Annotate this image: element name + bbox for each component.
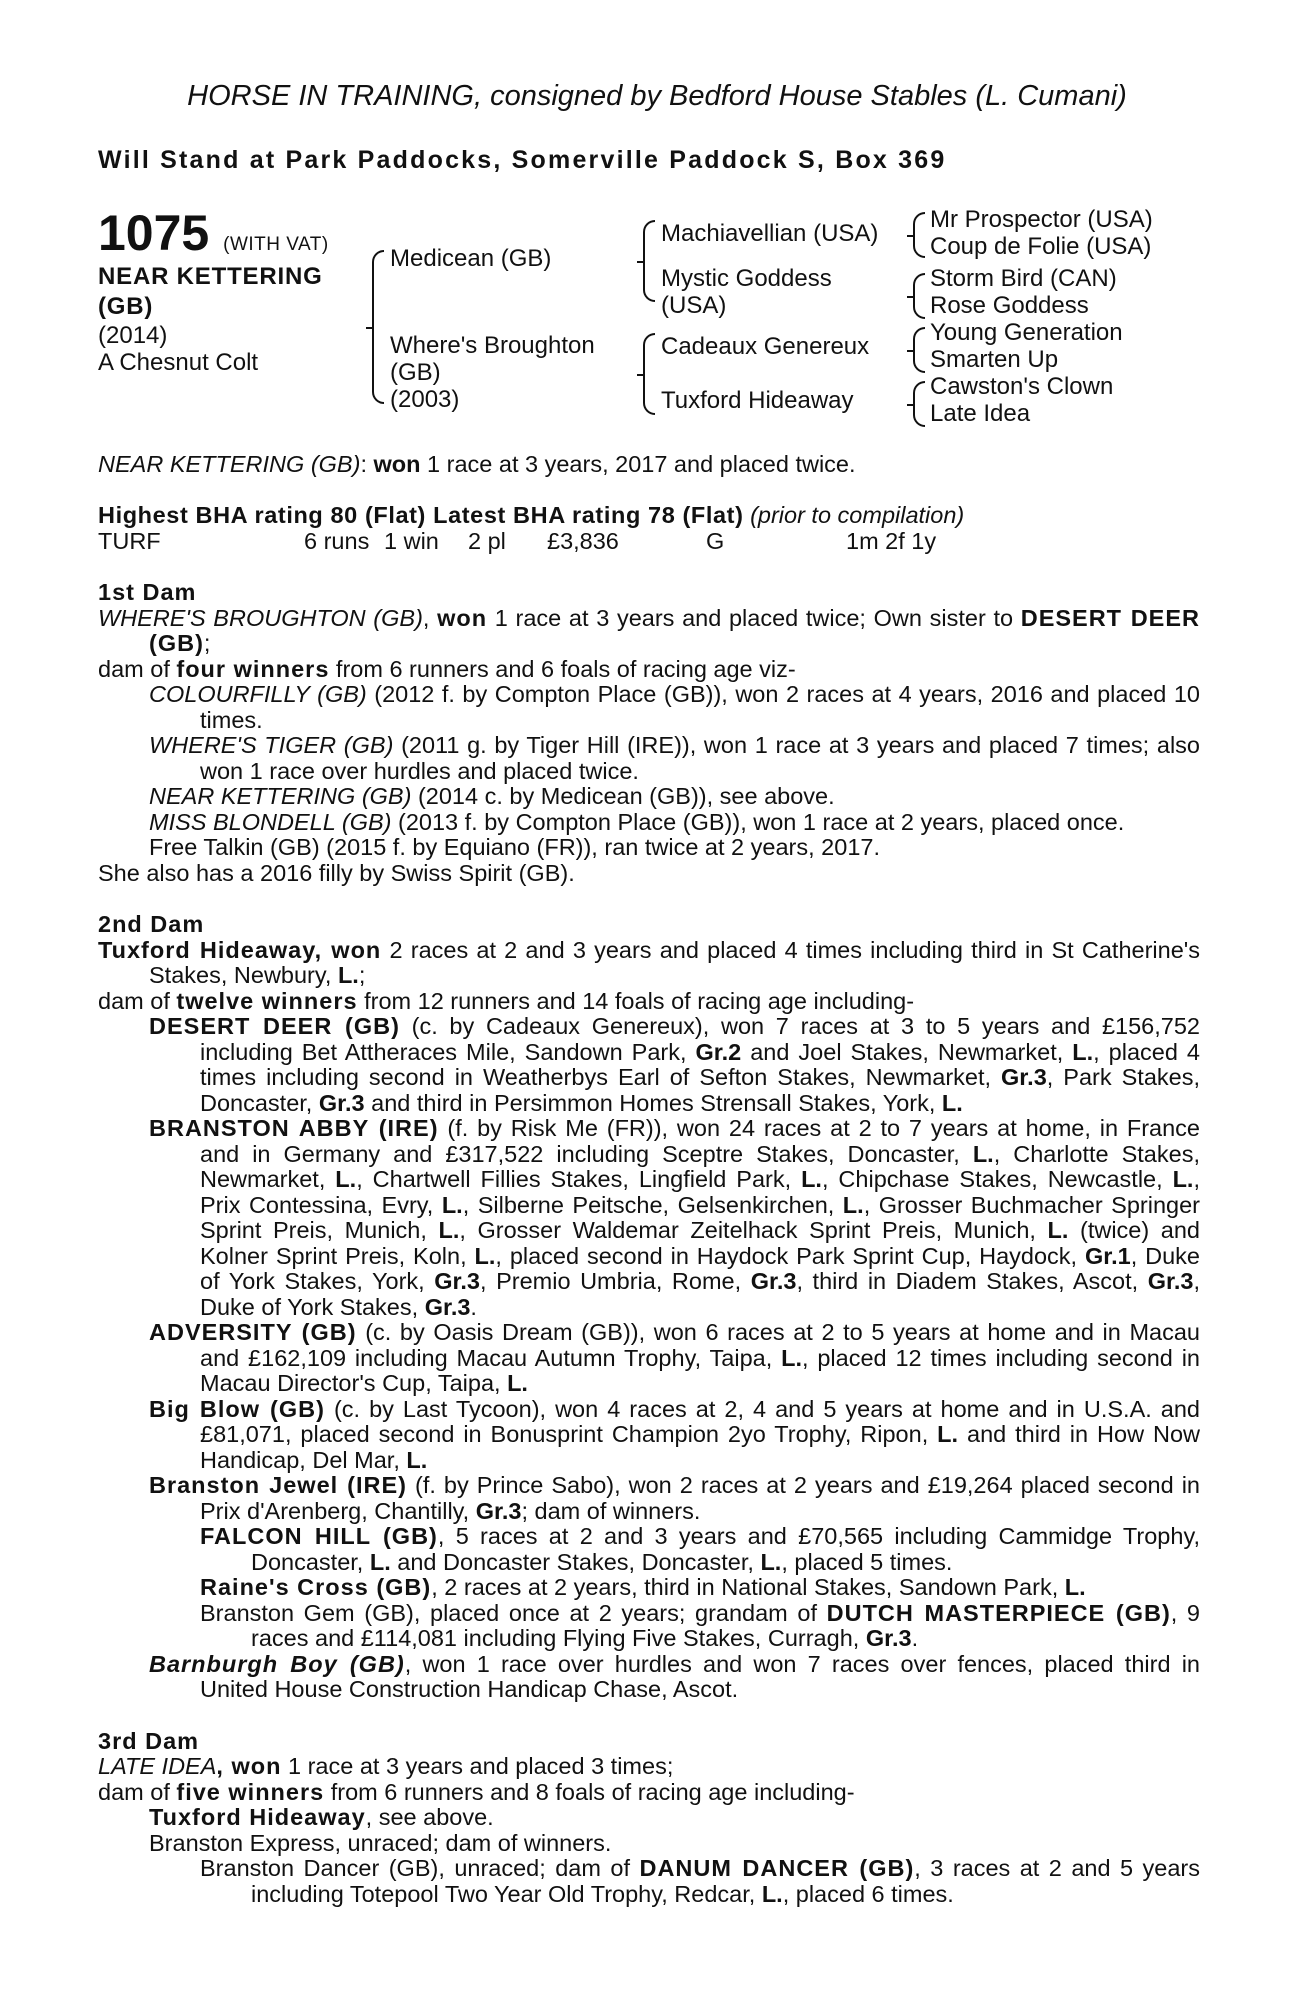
listed-mark: L. (335, 1166, 357, 1192)
produce-text: , won 1 race over hurdles and won 7 races over fences, placed third in United House Construction Handicap Chase, Ascot. (200, 1650, 1200, 1702)
pedigree-brace-g4 (913, 381, 925, 427)
ancestor-g8: Late Idea (930, 400, 1031, 427)
summary-won: won (373, 451, 421, 477)
listed-mark: L. (337, 962, 359, 988)
listed-mark: L. (760, 1548, 782, 1575)
dam2-text: 2 races at 2 and 3 years and placed 4 times including third in St Catherine's Stakes, Newbury, (149, 936, 1201, 988)
dam-line1: Where's Broughton (390, 332, 595, 359)
produce-name: ADVERSITY (GB) (149, 1319, 357, 1345)
produce-text: , Chipchase Stakes, Newcastle, (821, 1166, 1173, 1192)
dam1-text: 1 race at 3 years and placed twice; Own sister to (487, 604, 1021, 631)
produce-text: , 5 races at 2 and 3 years and £70,565 including Cammidge Trophy, Doncaster, (251, 1523, 1200, 1575)
group-mark: Gr.3 (1001, 1064, 1047, 1090)
produce-text: , Prix Contessina, Evry, (200, 1166, 1200, 1218)
produce-text: , see above. (365, 1804, 494, 1830)
produce-name: FALCON HILL (GB) (200, 1523, 438, 1549)
produce-text: , placed 6 times. (782, 1880, 954, 1907)
dam2-winners: twelve winners (176, 987, 358, 1014)
group-mark: Gr.1 (1084, 1242, 1131, 1269)
grandproduce-falcon-hill (98, 1524, 1200, 1575)
dam3-entry (98, 1754, 1200, 1780)
produce-text: (twice) and Kolner Sprint Preis, Koln, (200, 1217, 1200, 1269)
dam2-produce-branston-abby (98, 1116, 1200, 1320)
produce-text: , 3 races at 2 and 5 years including Totepool Two Year Old Trophy, Redcar, (251, 1855, 1200, 1907)
produce-text: (c. by Oasis Dream (GB)), won 6 races at 2 to 5 years at home and in Macau and £162,109 including Macau Autumn Trophy, Taipa, (200, 1319, 1200, 1371)
group-mark: Gr.3 (750, 1268, 797, 1294)
group-mark: Gr.3 (434, 1268, 480, 1294)
produce-text: (f. by Risk Me (FR)), won 24 races at 2 to 7 years at home, in France and in Germany and £317,522 including Sceptre Stakes, Doncaster, (200, 1115, 1200, 1167)
listed-mark: L. (507, 1370, 528, 1396)
horse-name (98, 262, 323, 322)
pedigree-brace-g2 (913, 273, 925, 319)
produce-text: and third in How Now Handicap, Del Mar, (200, 1421, 1200, 1473)
pedigree-brace-g1 (913, 212, 925, 258)
horse-name-line2: (GB) (98, 293, 154, 320)
dam-line3: (2003) (390, 386, 460, 413)
produce-text: , Duke of York Stakes, York, (200, 1242, 1200, 1294)
dam1-sister: DESERT DEER (GB) (149, 604, 1201, 656)
produce-text: , Silberne Peitsche, Gelsenkirchen, (462, 1191, 843, 1218)
dam2-damof: dam of (98, 987, 177, 1014)
produce-text: , 2 races at 2 years, third in National Stakes, Sandown Park, (431, 1574, 1065, 1600)
horse-name-line1: NEAR KETTERING (98, 263, 323, 290)
produce-text: . (911, 1625, 919, 1651)
listed-mark: L. (1047, 1217, 1069, 1243)
consignor-heading: HORSE IN TRAINING, consigned by Bedford House Stables (L. Cumani) (187, 80, 1127, 112)
dam2-name: Tuxford Hideaway (98, 936, 315, 963)
produce-name: DUTCH MASTERPIECE (GB) (826, 1599, 1171, 1626)
dam2-produce-branston-jewel (98, 1473, 1200, 1524)
record-surface: TURF (98, 528, 161, 554)
grandproduce-raines-cross (98, 1575, 1200, 1601)
dam1-produce-summary (98, 657, 1200, 683)
ancestor-g7: Cawston's Clown (930, 373, 1114, 400)
dam2-produce-big-blow (98, 1397, 1200, 1474)
dam3-damof: dam of (98, 1778, 177, 1805)
dam3-winners: five winners (176, 1778, 325, 1805)
sire-dam-line1: Mystic Goddess (661, 265, 832, 292)
group-mark: Gr.3 (424, 1293, 471, 1320)
produce-text: , Premio Umbria, Rome, (479, 1268, 751, 1294)
dam1-also: She also has a 2016 filly by Swiss Spirit (GB). (98, 859, 575, 886)
listed-mark: L. (369, 1548, 391, 1575)
produce-name: Big Blow (GB) (149, 1395, 325, 1422)
horse-description: A Chesnut Colt (98, 349, 259, 376)
listed-mark: L. (842, 1191, 864, 1218)
produce-text: . (470, 1293, 477, 1320)
produce-name: Barnburgh Boy (GB) (149, 1650, 405, 1677)
produce-text: , Duke of York Stakes, (200, 1268, 1200, 1320)
dam1-won: won (437, 604, 488, 631)
dam2-damof-rest: from 12 runners and 14 foals of racing age including- (357, 987, 915, 1014)
dam1-produce-4 (98, 810, 1200, 836)
produce-text: and Doncaster Stakes, Doncaster, (390, 1548, 761, 1575)
dam3-name: LATE IDEA (98, 1753, 217, 1779)
produce-text: (2012 f. by Compton Place (GB)), won 2 races at 4 years, 2016 and placed 10 times. (200, 681, 1200, 733)
sire: Medicean (GB) (390, 245, 552, 272)
grandsire-2 (930, 265, 1117, 319)
produce-name: WHERE'S TIGER (GB) (149, 732, 394, 758)
ratings (98, 503, 1200, 529)
dam1-entry: WHERE'S BROUGHTON (GB), won 1 race at 3 years and placed twice; Own sister to DESERT DEER (GB); (98, 604, 1201, 656)
produce-name: Branston Jewel (IRE) (149, 1472, 408, 1498)
produce-text: and third in Persimmon Homes Strensall Stakes, York, (364, 1089, 942, 1116)
record-going: G (706, 528, 725, 554)
dam (390, 332, 595, 413)
produce-text: , Grosser Buchmacher Springer Sprint Preis, Munich, (200, 1191, 1200, 1243)
listed-mark: L. (761, 1880, 783, 1907)
produce-text: ; dam of winners. (521, 1497, 701, 1524)
ancestor-g6: Smarten Up (930, 346, 1059, 373)
produce-text: (2011 g. by Tiger Hill (IRE)), won 1 race at 3 years and placed 7 times; also won 1 race over hurdles and placed twice. (200, 732, 1200, 784)
foaling-year: (2014) (98, 322, 168, 349)
produce-text: , placed 5 times. (781, 1548, 953, 1575)
produce-text: (2013 f. by Compton Place (GB)), won 1 race at 2 years, placed once. (391, 808, 1125, 835)
ancestor-g1: Mr Prospector (USA) (930, 206, 1153, 233)
produce-text: , placed second in Haydock Park Sprint Cup, Haydock, (495, 1242, 1085, 1269)
produce-name: COLOURFILLY (GB) (149, 681, 367, 707)
grandproduce-branston-gem (98, 1601, 1200, 1652)
produce-text: , Park Stakes, Doncaster, (200, 1064, 1200, 1116)
lot-number: 1075 (98, 205, 210, 261)
listed-mark: L. (937, 1421, 959, 1447)
dam3-won: , won (216, 1753, 282, 1779)
listed-mark: L. (1072, 1038, 1094, 1065)
dam2-semi: ; (358, 962, 366, 988)
dam2-produce-adversity (98, 1320, 1200, 1397)
lot-number-block (98, 204, 329, 262)
group-mark: Gr.2 (695, 1038, 742, 1065)
sire-dam-line2: (USA) (661, 292, 727, 319)
dam1-produce-1 (98, 682, 1200, 733)
pedigree-brace-dam (643, 333, 655, 415)
produce-text: , Charlotte Stakes, Newmarket, (200, 1140, 1200, 1192)
record-wins: 1 win (384, 528, 439, 554)
dam-sire: Cadeaux Genereux (661, 333, 870, 360)
group-mark: Gr.3 (318, 1089, 365, 1116)
listed-mark: L. (1064, 1574, 1086, 1600)
produce-text: , 9 races and £114,081 including Flying Five Stakes, Curragh, (251, 1599, 1200, 1651)
section-heading-1st-dam: 1st Dam (98, 579, 197, 605)
dam3-text: 1 race at 3 years and placed 3 times; (281, 1753, 674, 1779)
race-summary (98, 452, 1200, 478)
produce-name: DESERT DEER (GB) (149, 1013, 400, 1039)
listed-mark: L. (441, 1191, 463, 1218)
produce-text: (c. by Cadeaux Genereux), won 7 races at 3 to 5 years and £156,752 including Bet Attheraces Mile, Sandown Park, (200, 1013, 1200, 1065)
produce-name: DANUM DANCER (GB) (639, 1855, 915, 1881)
dam3-damof-rest: from 6 runners and 8 foals of racing age including- (324, 1778, 855, 1805)
dam-line2: (GB) (390, 359, 441, 386)
produce-text: , Chartwell Fillies Stakes, Lingfield Park, (356, 1166, 802, 1192)
dam-dam: Tuxford Hideaway (661, 387, 854, 414)
grandsire-1 (930, 206, 1153, 260)
listed-mark: L. (474, 1242, 496, 1269)
rating-note: (prior to compilation) (750, 502, 965, 528)
listed-mark: L. (801, 1166, 822, 1192)
produce-text: (c. by Last Tycoon), won 4 races at 2, 4 and 5 years at home and in U.S.A. and £81,071, placed second in Bonusprint Champion 2yo Trophy, Ripon, (200, 1395, 1200, 1447)
record-runs: 6 runs (304, 528, 370, 554)
ancestor-g3: Storm Bird (CAN) (930, 265, 1117, 292)
catalogue-body (98, 580, 1200, 1907)
dam3-produce-summary (98, 1780, 1200, 1806)
dam2-won: , won (314, 936, 382, 963)
listed-mark: L. (438, 1217, 460, 1243)
produce-text: and Joel Stakes, Newmarket, (741, 1038, 1073, 1065)
produce-name: Tuxford Hideaway (149, 1804, 366, 1830)
vat-note: (WITH VAT) (223, 234, 329, 255)
grandsire-3 (930, 319, 1123, 373)
dam2-produce-barnburgh-boy (98, 1652, 1200, 1703)
produce-text: (2014 c. by Medicean (GB)), see above. (411, 783, 835, 809)
sire-sire: Machiavellian (USA) (661, 220, 879, 247)
dam1-produce-2 (98, 733, 1200, 784)
dam1-name: WHERE'S BROUGHTON (GB) (98, 604, 423, 631)
pedigree-brace-main (372, 250, 384, 404)
group-mark: Gr.3 (1147, 1268, 1194, 1294)
stand-location: Will Stand at Park Paddocks, Somerville Paddock S, Box 369 (98, 146, 947, 174)
group-mark: Gr.3 (475, 1497, 522, 1524)
dam2-entry (98, 938, 1200, 989)
record-distance: 1m 2f 1y (846, 528, 937, 554)
produce-name: BRANSTON ABBY (IRE) (149, 1115, 439, 1141)
produce-name: NEAR KETTERING (GB) (149, 783, 412, 809)
rating-values: Highest BHA rating 80 (Flat) Latest BHA rating 78 (Flat) (98, 502, 744, 528)
listed-mark: L. (972, 1140, 994, 1167)
listed-mark: L. (781, 1344, 802, 1371)
dam1-damof-rest: from 6 runners and 6 foals of racing age viz- (329, 655, 796, 682)
dam3-produce-branston-express: Branston Express, unraced; dam of winners. (149, 1829, 612, 1856)
produce-text: Branston Dancer (GB), unraced; dam of (200, 1855, 640, 1881)
produce-text: , placed 4 times including second in Weatherbys Earl of Sefton Stakes, Newmarket, (200, 1038, 1200, 1090)
summary-rest: 1 race at 3 years, 2017 and placed twice. (420, 451, 856, 477)
record-placed: 2 pl (468, 528, 506, 554)
produce-text: , Grosser Waldemar Zeitelhack Sprint Preis, Munich, (459, 1217, 1048, 1243)
dam1-produce-3 (98, 784, 1200, 810)
dam1-produce-5: Free Talkin (GB) (2015 f. by Equiano (FR)), ran twice at 2 years, 2017. (149, 834, 880, 860)
pedigree-brace-sire (643, 220, 655, 302)
dam3-grandproduce-branston-dancer (98, 1856, 1200, 1907)
dam1-end: ; (203, 630, 211, 656)
ancestor-g2: Coup de Folie (USA) (930, 233, 1152, 260)
section-heading-3rd-dam: 3rd Dam (98, 1727, 200, 1754)
ancestor-g4: Rose Goddess (930, 292, 1089, 319)
produce-name: MISS BLONDELL (GB) (149, 808, 392, 835)
group-mark: Gr.3 (865, 1625, 912, 1651)
record-earnings: £3,836 (547, 528, 619, 554)
sire-dam (661, 265, 832, 319)
horse-meta (98, 322, 258, 376)
listed-mark: L. (1172, 1166, 1194, 1192)
produce-text: , third in Diadem Stakes, Ascot, (796, 1268, 1148, 1294)
listed-mark: L. (941, 1089, 963, 1116)
dam2-produce-desert-deer (98, 1014, 1200, 1116)
pedigree-brace-g3 (913, 327, 925, 373)
section-heading-2nd-dam: 2nd Dam (98, 911, 205, 937)
grandsire-4 (930, 373, 1113, 427)
dam2-produce-summary (98, 989, 1200, 1015)
listed-mark: L. (406, 1446, 428, 1473)
produce-text: , placed 12 times including second in Macau Director's Cup, Taipa, (200, 1344, 1200, 1396)
produce-text: Branston Gem (GB), placed once at 2 years; grandam of (200, 1599, 827, 1626)
dam1-damof: dam of (98, 655, 177, 682)
ancestor-g5: Young Generation (930, 319, 1123, 346)
dam1-winners: four winners (176, 655, 330, 682)
produce-text: (f. by Prince Sabo), won 2 races at 2 years and £19,264 placed second in Prix d'Arenberg, Chantilly, (200, 1472, 1200, 1524)
summary-line: NEAR KETTERING (GB): won 1 race at 3 years, 2017 and placed twice. (98, 451, 856, 477)
dam3-produce-tuxford (98, 1805, 1200, 1831)
rating-line (98, 503, 1200, 529)
summary-horse-name: NEAR KETTERING (GB) (98, 451, 361, 477)
produce-name: Raine's Cross (GB) (200, 1574, 432, 1600)
